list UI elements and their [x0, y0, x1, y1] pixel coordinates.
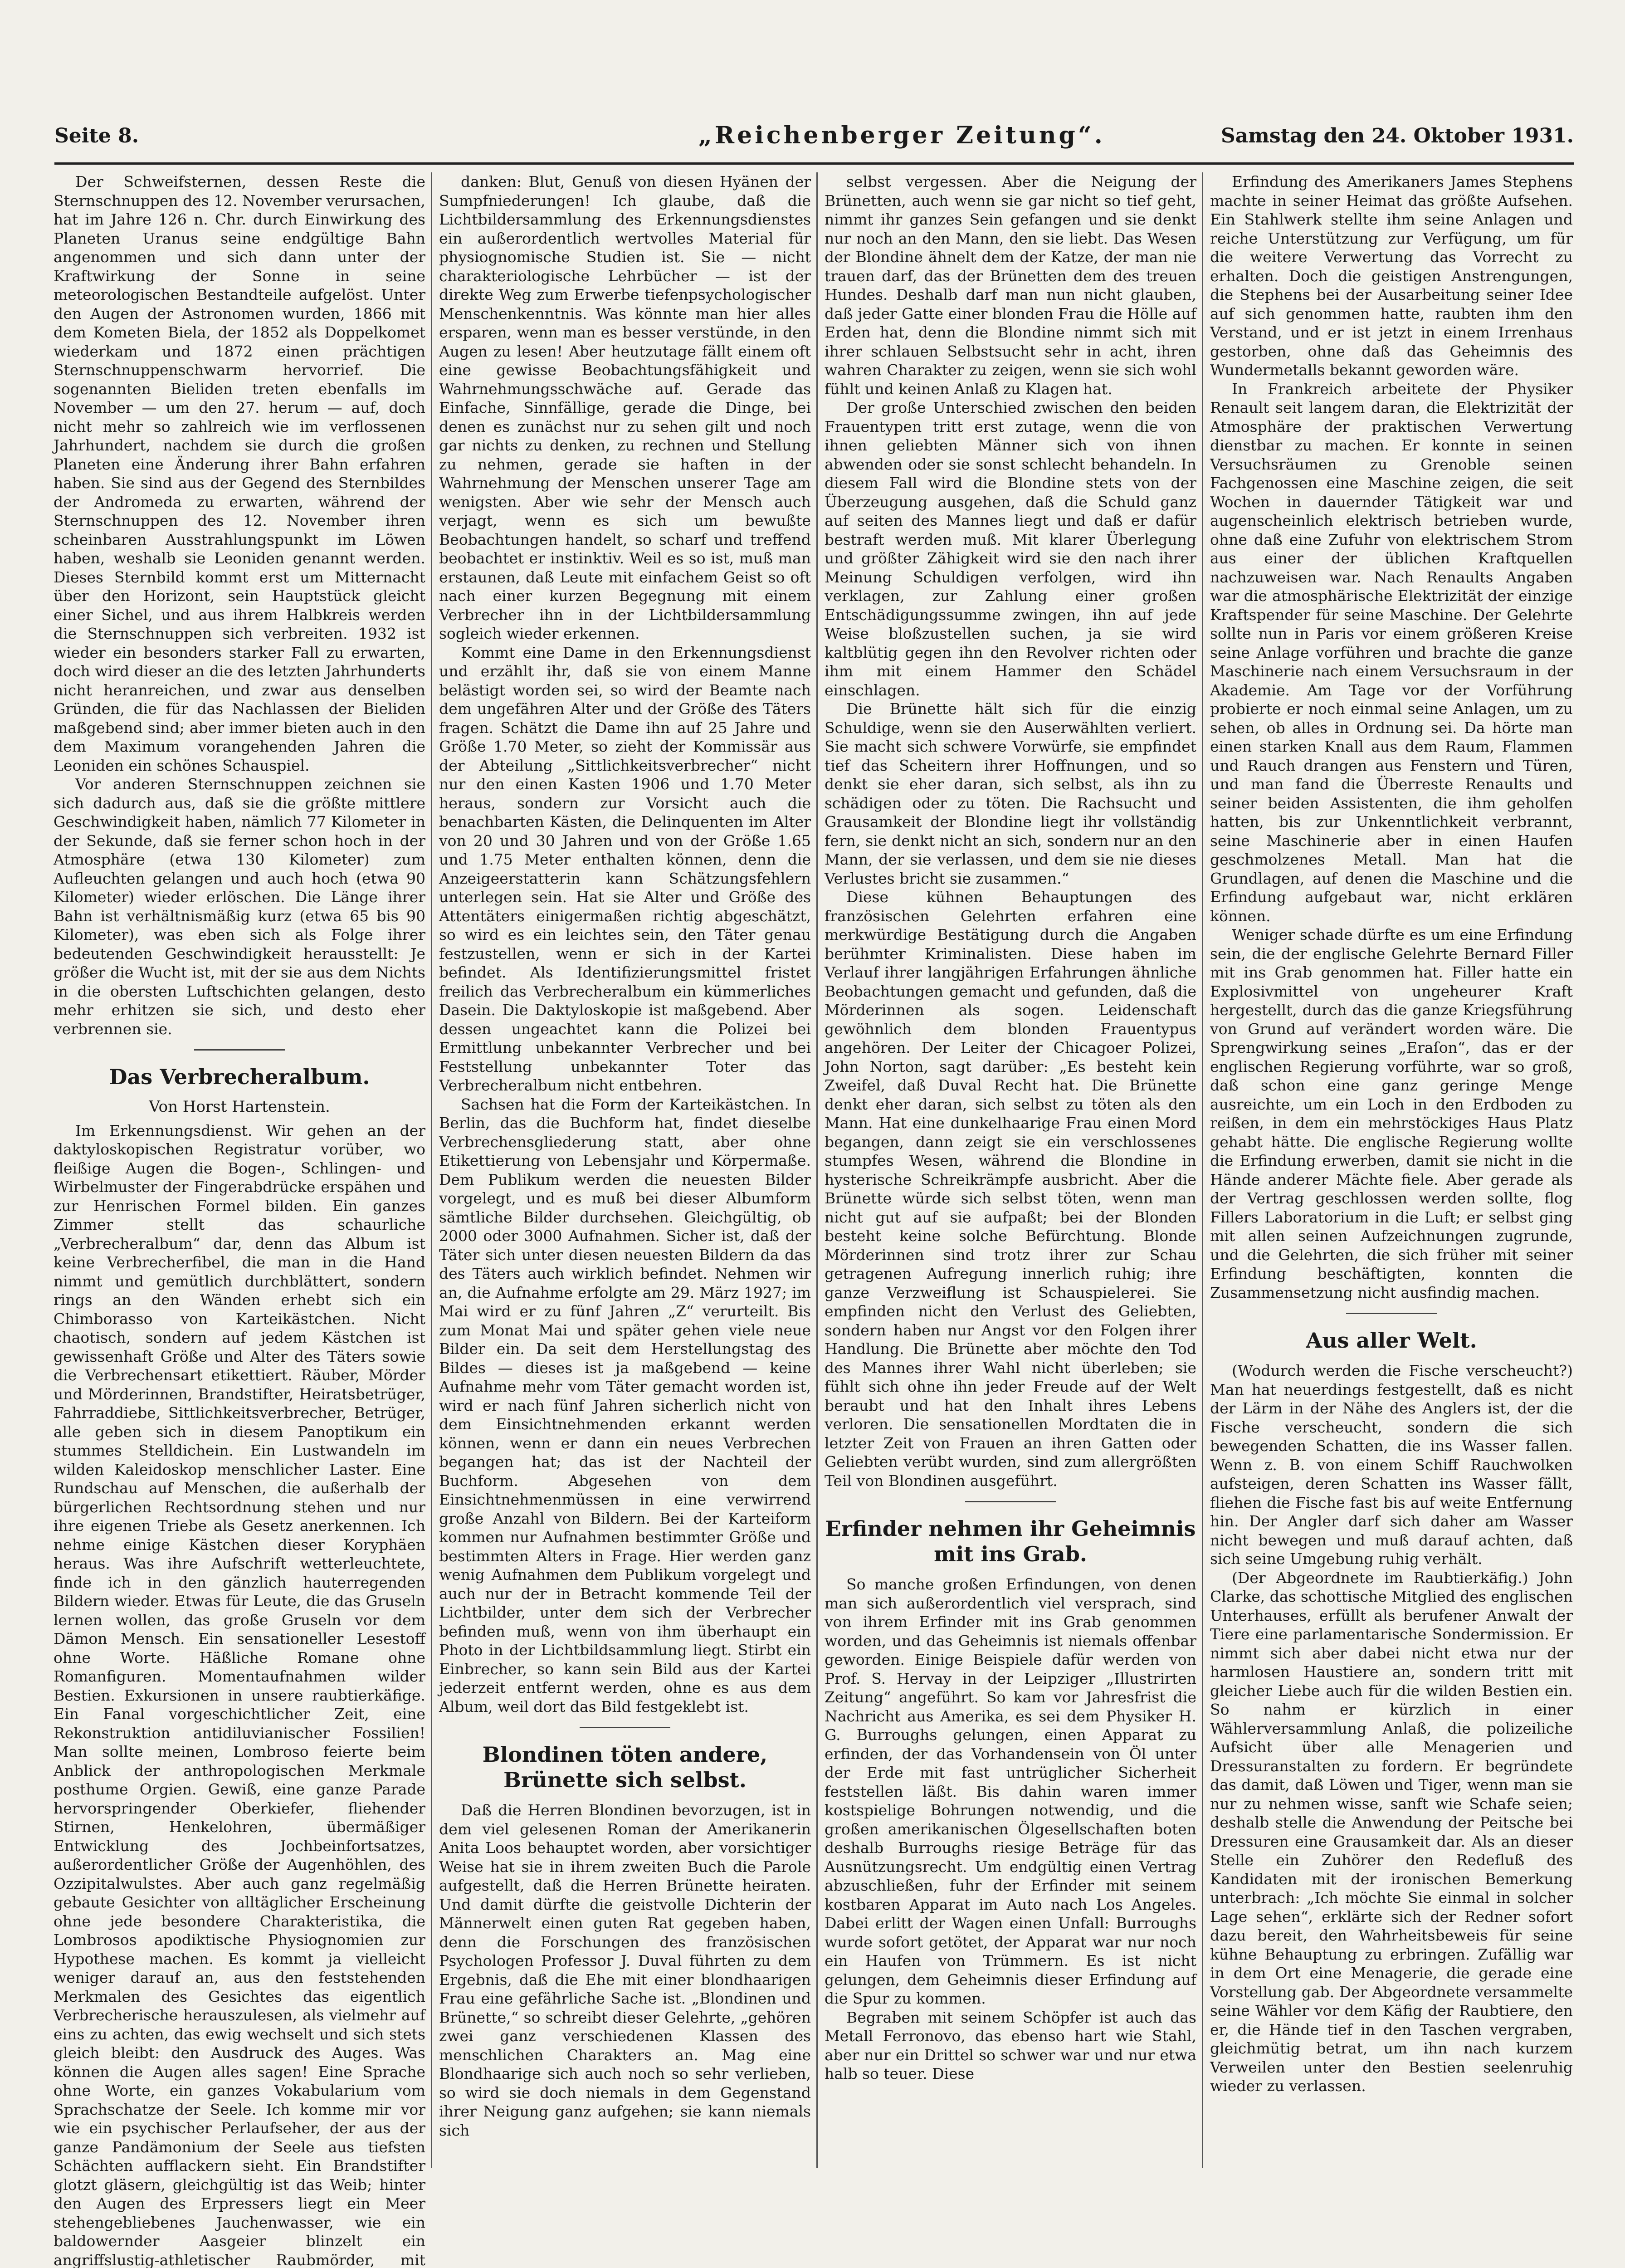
article-paragraph: Vor anderen Sternschnuppen zeichnen sie sich dadurch aus, daß sie die größte mittlere Geschwindigkeit haben, nämlich 77 Kilometer in der Sekunde, daß sie ferner schon hoch in der Atmosphäre (etwa 130 Kilometer) zum Aufleuchten gelangen und auch hoch (etwa 90 Kilometer) wieder erlöschen. Die Länge ihrer Bahn ist verhältnismäßig kurz (etwa 65 bis 90 Kilometer), was eben sich als Folge ihrer bedeutenden Geschwindigkeit herausstellt: Je größer die Wucht ist, mit der sie aus dem Nichts in die obersten Luftschichten gelangen, desto mehr erhitzen sie sich, und desto eher verbrennen sie.: [54, 775, 425, 1038]
page-header: [54, 122, 1574, 153]
article-headline: Erfinder nehmen ihr Geheimnis mit ins Grab.: [825, 1516, 1196, 1567]
article-paragraph: danken: Blut, Genuß von diesen Hyänen der Sumpfniederungen! Ich glaube, daß die Lichtbildersammlung des Erkennungsdienstes ein außerordentlich wertvolles Material für physiognomische Studien ist. Sie — nicht charakteriologische Lehrbücher — ist der direkte Weg zum Erwerbe tiefenpsychologischer Menschenkenntnis. Was könnte man hier alles ersparen, wenn man es besser verstünde, in den Augen zu lesen! Aber heutzutage fällt einem oft eine gewisse Beobachtungsfähigkeit und Wahrnehmungsschwäche auf. Gerade das Einfache, Sinnfällige, gerade die Dinge, bei denen es zunächst nur zu sehen gilt und noch gar nichts zu denken, zu rechnen und Stellung zu nehmen, gerade sie haften in der Wahrnehmung der Menschen unserer Tage am wenigsten. Aber wie sehr der Mensch auch verjagt, wenn es sich um bewußte Beobachtungen handelt, so scharf und treffend beobachtet er instinktiv. Weil es so ist, muß man erstaunen, daß Leute mit einfachem Geist so oft nach einer kurzen Begegnung mit einem Verbrecher ihn in der Lichtbildersammlung sogleich wieder erkennen.: [439, 172, 811, 643]
header-rule: [54, 162, 1574, 165]
page-number: Seite 8.: [54, 124, 139, 147]
article-separator: [580, 1727, 670, 1728]
article-paragraph: Sachsen hat die Form der Karteikästchen. In Berlin, das die Buchform hat, findet dieselbe Verbrechensgliederung statt, aber ohne Etikettierung von Lebensjahr und Körpermaße. Dem Publikum werden die neuesten Bilder vorgelegt, und es muß bei dieser Albumform sämtliche Bilder durchsehen. Gleichgültig, ob 2000 oder 3000 Aufnahmen. Sicher ist, daß der Täter sich unter diesen neuesten Bildern da das des Täters auch wirklich befindet. Nehmen wir an, die Aufnahme erfolgte am 29. März 1927; im Mai wird er zu fünf Jahren „Z“ verurteilt. Bis zum Monat Mai und später gehen viele neue Bilder ein. Da seit dem Herstellungstag des Bildes — dieses ist ja maßgebend — keine Aufnahme mehr vom Täter gemacht worden ist, wird er nach fünf Jahren sicherlich nicht von dem Einsichtnehmenden erkannt werden können, wenn er dann ein neues Verbrechen begangen hat; das ist der Nachteil der Buchform. Abgesehen von dem Einsichtnehmenmüssen in eine verwirrend große Anzahl von Bildern. Bei der Karteiform kommen nur Aufnahmen bestimmter Größe und bestimmten Alters in Frage. Hier werden ganz wenig Aufnahmen dem Publikum vorgelegt und auch nur der in Betracht kommende Teil der Lichtbilder, unter dem sich der Verbrecher befinden muß, wenn von ihm überhaupt ein Photo in der Lichtbildsammlung liegt. Stirbt ein Einbrecher, so kann sein Bild aus der Kartei jederzeit entfernt werden, ohne es aus dem Album, weil dort das Bild festgeklebt ist.: [439, 1095, 811, 1716]
article-paragraph: Kommt eine Dame in den Erkennungsdienst und erzählt ihr, daß sie von einem Manne belästigt worden sei, so wird der Beamte nach dem ungefähren Alter und der Größe des Täters fragen. Schätzt die Dame ihn auf 25 Jahre und Größe 1.70 Meter, so zieht der Kommissär aus der Abteilung „Sittlichkeitsverbrecher“ nicht nur den einen Kasten 1906 und 1.70 Meter heraus, sondern zur Vorsicht auch die benachbarten Kästen, die Delinquenten im Alter von 20 und 30 Jahren und von der Größe 1.65 und 1.75 Meter enthalten können, denn die Anzeigeerstatterin kann Schätzungsfehlern unterlegen sein. Hat sie Alter und Größe des Attentäters einigermaßen richtig abgeschätzt, so wird es ein leichtes sein, den Täter genau festzustellen, wenn er sich in der Kartei befindet. Als Identifizierungsmittel fristet freilich das Verbrecheralbum ein kümmerliches Dasein. Die Daktyloskopie ist maßgebend. Aber dessen ungeachtet kann die Polizei bei Ermittlung unbekannter Verbrecher und bei Feststellung unbekannter Toter das Verbrecheralbum nicht entbehren.: [439, 643, 811, 1095]
article-headline: Blondinen töten andere, Brünette sich selbst.: [439, 1742, 811, 1793]
article-separator: [1346, 1313, 1437, 1314]
article-paragraph: Daß die Herren Blondinen bevorzugen, ist in dem viel gelesenen Roman der Amerikanerin Anita Loos behauptet worden, aber vorsichtiger Weise hat sie in ihrem zweiten Buch die Parole aufgestellt, daß die Herren Brünette heiraten. Und damit dürfte die geistvolle Dichterin der Männerwelt einen guten Rat gegeben haben, denn die Forschungen des französischen Psychologen Professor J. Duval führten zu dem Ergebnis, daß die Ehe mit einer blondhaarigen Frau eine gefährliche Sache ist. „Blondinen und Brünette,“ so schreibt dieser Gelehrte, „gehören zwei ganz verschiedenen Klassen des menschlichen Charakters an. Mag eine Blondhaarige sich auch noch so sehr verlieben, so wird sie doch niemals in dem Gegenstand ihrer Neigung ganz aufgehen; sie kann niemals sich: [439, 1801, 811, 2140]
column-rule: [816, 172, 818, 2168]
article-paragraph: Weniger schade dürfte es um eine Erfindung sein, die der englische Gelehrte Bernard Filler mit ins Grab genommen hat. Filler hatte ein Explosivmittel von ungeheurer Kraft hergestellt, durch das die ganze Kriegsführung von Grund auf verändert worden wäre. Die Sprengwirkung seines „Eraſon“, das er der englischen Regierung vorführte, war so groß, daß schon eine ganz geringe Menge ausreichte, um ein Loch in den Erdboden zu reißen, in dem ein mehrstöckiges Haus Platz gehabt hätte. Die englische Regierung wollte die Erfindung erwerben, damit sie nicht in die Hände anderer Mächte fiele. Aber gerade als der Vertrag geschlossen werden sollte, flog Fillers Laboratorium in die Luft; er selbst ging mit allen seinen Aufzeichnungen zugrunde, und die Gelehrten, die sich früher mit seiner Erfindung beschäftigten, konnten die Zusammensetzung nicht ausfindig machen.: [1210, 925, 1573, 1302]
article-paragraph: (Wodurch werden die Fische verscheucht?) Man hat neuerdings festgestellt, daß es nicht der Lärm in der Nähe des Anglers ist, der die Fische verscheucht, sondern die sich bewegenden Schatten, die ins Wasser fallen. Wenn z. B. von einem Schiff Rauchwolken aufsteigen, deren Schatten ins Wasser fällt, fliehen die Fische fast bis auf weite Entfernung hin. Der Angler darf sich daher am Wasser nicht bewegen und muß darauf achten, daß sich seine Umgebung ruhig verhält.: [1210, 1361, 1573, 1569]
column-rule: [431, 172, 432, 2168]
article-paragraph: (Der Abgeordnete im Raubtierkäfig.) John Clarke, das schottische Mitglied des englischen Unterhauses, erfüllt als berufener Anwalt der Tiere eine parlamentarische Sondermission. Er nimmt sich aber dabei nicht etwa nur der harmlosen Haustiere an, sondern tritt mit gleicher Liebe auch für die wilden Bestien ein. So nahm er kürzlich in einer Wählerversammlung Anlaß, die polizeiliche Aufsicht über alle Menagerien und Dressuranstalten zu fordern. Er begründete das damit, daß Löwen und Tiger, wenn man sie nur zu nehmen wisse, sanft wie Schafe seien; deshalb stelle die Anwendung der Peitsche bei Dressuren eine Grausamkeit dar. Als an dieser Stelle ein Zuhörer den Redefluß des Kandidaten mit der ironischen Bemerkung unterbrach: „Ich möchte Sie einmal in solcher Lage sehen“, erklärte sich der Redner sofort dazu bereit, den Wahrheitsbeweis für seine kühne Behauptung zu erbringen. Zufällig war in dem Ort eine Menagerie, die gerade eine Vorstellung gab. Der Abgeordnete versammelte seine Wähler vor dem Käfig der Raubtiere, den er, die Hände tief in den Taschen vergraben, gleichmütig betrat, um ihn nach kurzem Verweilen unter den Bestien seelenruhig wieder zu verlassen.: [1210, 1569, 1573, 2096]
article-byline: Von Horst Hartenstein.: [54, 1098, 425, 1117]
article-paragraph: Im Erkennungsdienst. Wir gehen an der daktyloskopischen Registratur vorüber, wo fleißige Augen die Bogen-, Schlingen- und Wirbelmuster der Fingerabdrücke erspähen und zur Henrischen Formel bilden. Ein ganzes Zimmer stellt das schaurliche „Verbrecheralbum“ dar, denn das Album ist keine Verbrecherfibel, die man in die Hand nimmt und gemütlich durchblättert, sondern rings an den Wänden erhebt sich ein Chimborasso von Karteikästchen. Nicht chaotisch, sondern auf jedem Kästchen ist gewissenhaft Größe und Alter des Täters sowie die Verbrechensart etikettiert. Räuber, Mörder und Mörderinnen, Brandstifter, Heiratsbetrüger, Fahrraddiebe, Sittlichkeitsverbrecher, Betrüger, alle geben sich in diesem Panoptikum ein stummes Stelldichein. Ein Lustwandeln im wilden Kaleidoskop menschlicher Laster. Eine Rundschau auf Menschen, die außerhalb der bürgerlichen Rechtsordnung stehen und nur ihre eigenen Triebe als Gesetz anerkennen. Ich nehme einige Kästchen dieser Koryphäen heraus. Was ihre Aufschrift wetterleuchtete, finde ich in den gänzlich hauterregenden Bildern wieder. Etwas für Leute, die das Gruseln lernen wollen, das große Gruseln vor dem Dämon Mensch. Ein sensationeller Lesestoff ohne Worte. Häßliche Romane ohne Romanfiguren. Momentaufnahmen wilder Bestien. Exkursionen in unsere raubtierkäfige. Ein Fanal vorgeschichtlicher Zeit, eine Rekonstruktion antidiluvianischer Fossilien! Man sollte meinen, Lombroso feierte beim Anblick der anthropologischen Merkmale posthume Orgien. Gewiß, eine ganze Parade hervorspringender Oberkiefer, fliehender Stirnen, Henkelohren, übermäßiger Entwicklung des Jochbeinfortsatzes, außerordentlicher Größe der Augenhöhlen, des Ozzipitalwulstes. Aber auch ganz regelmäßig gebaute Gesichter von alltäglicher Erscheinung ohne jede besondere Charakteristika, die Lombrosos apodiktische Physiognomien zur Hypothese machen. Es kommt ja vielleicht weniger darauf an, aus den feststehenden Merkmalen des Gesichtes das eigentlich Verbrecherische herauszulesen, als vielmehr auf eins zu achten, das ewig wechselt und sich stets gleich bleibt: den Ausdruck des Auges. Was können die Augen alles sagen! Eine Sprache ohne Worte, ein ganzes Vokabularium vom Sprachschatze der Seele. Ich komme mir vor wie ein psychischer Perlaufseher, der aus der ganze Pandämonium der Seele aus tiefsten Schächten aufflackern sieht. Ein Brandstifter glotzt gläsern, gleichgültig ist das Weib; hinter den Augen des Erpressers liegt ein Meer stehengebliebenes Jauchenwasser, wie ein baldowernder Aasgeier blinzelt ein angriffslustig-athletischer Raubmörder, mit: [54, 1121, 425, 2268]
article-paragraph: In Frankreich arbeitete der Physiker Renault seit langem daran, die Elektrizität der Atmosphäre der praktischen Verwertung dienstbar zu machen. Er konnte in seinen Versuchsräumen zu Grenoble seinen Fachgenossen eine Maschine zeigen, die seit Wochen in dauernder Tätigkeit war und augenscheinlich elektrisch betrieben wurde, ohne daß eine Zufuhr von elektrischem Strom aus einer der üblichen Kraftquellen nachzuweisen war. Nach Renaults Angaben war die atmosphärische Elektrizität der einzige Kraftspender für seine Maschine. Der Gelehrte sollte nun in Paris vor einem größeren Kreise seine Anlage vorführen und brachte die ganze Maschinerie nach einem Versuchsraum in der Akademie. Am Tage vor der Vorführung probierte er noch einmal seine Anlagen, um zu sehen, ob alles in Ordnung sei. Da hörte man einen starken Knall aus dem Raum, Flammen und Rauch drangen aus Fenstern und Türen, und man fand die Überreste Renaults und seiner beiden Assistenten, die ihm geholfen hatten, bis zur Unkenntlichkeit verbrannt, seine Maschinerie aber in einen Haufen geschmolzenes Metall. Man hat die Grundlagen, auf denen die Maschine und die Erfindung aufgebaut war, nicht erklären können.: [1210, 380, 1573, 926]
article-headline: Das Verbrecheralbum.: [54, 1064, 425, 1090]
article-headline: Aus aller Welt.: [1210, 1328, 1573, 1353]
column-3: [825, 172, 1196, 2168]
article-paragraph: Erfindung des Amerikaners James Stephens machte in seiner Heimat das größte Aufsehen. Ein Stahlwerk stellte ihm seine Anlagen und reiche Unterstützung zur Verfügung, um für die weitere Verwertung das Vorrecht zu erhalten. Doch die geistigen Anstrengungen, die Stephens bei der Ausarbeitung seiner Idee auf sich genommen hatte, raubten ihm den Verstand, und er ist jetzt in einem Irrenhaus gestorben, ohne daß das Geheimnis des Wundermetalls bekannt geworden wäre.: [1210, 172, 1573, 380]
article-paragraph: Diese kühnen Behauptungen des französischen Gelehrten erfahren eine merkwürdige Bestätigung durch die Angaben berühmter Kriminalisten. Diese haben im Verlauf ihrer langjährigen Erfahrungen ähnliche Beobachtungen gemacht und gefunden, daß die Mörderinnen als sogen. Leidenschaft gewöhnlich dem blonden Frauentypus angehören. Der Leiter der Chicagoer Polizei, John Norton, sagt darüber: „Es besteht kein Zweifel, daß Duval Recht hat. Die Brünette denkt eher daran, sich selbst zu töten als den Mann. Hat eine dunkelhaarige Frau einen Mord begangen, dann zeigt sie ein verschlossenes stumpfes Wesen, während die Blondine in hysterische Schreikrämpfe ausbricht. Aber die Brünette würde sich selbst töten, wenn man nicht gut auf sie aufpaßt; bei der Blonden besteht keine solche Befürchtung. Blonde Mörderinnen sind trotz ihrer zur Schau getragenen Aufregung innerlich ruhig; ihre ganze Verzweiflung ist Schauspielerei. Sie empfinden nicht den Verlust des Geliebten, sondern haben nur Angst vor den Folgen ihrer Handlung. Die Brünette aber möchte den Tod des Mannes ihrer Wahl nicht überleben; sie fühlt sich ohne ihn jeder Freude auf der Welt beraubt und hat den Inhalt ihres Lebens verloren. Die sensationellen Mordtaten die in letzter Zeit von Frauen an ihren Gatten oder Geliebten verübt wurden, sind zum allergrößten Teil von Blondinen ausgeführt.: [825, 888, 1196, 1490]
article-paragraph: selbst vergessen. Aber die Neigung der Brünetten, auch wenn sie gar nicht so tief geht, nimmt ihr ganzes Sein gefangen und sie denkt nur noch an den Mann, den sie liebt. Das Wesen der Blondine ähnelt dem der Katze, der man nie trauen darf, das der Brünetten dem des treuen Hundes. Deshalb darf man nun nicht glauben, daß jeder Gatte einer blonden Frau die Hölle auf Erden hat, denn die Blondine nimmt sich mit ihrer schlauen Selbstsucht sehr in acht, ihren wahren Charakter zu zeigen, wenn sie sich wohl fühlt und keinen Anlaß zu Klagen hat.: [825, 172, 1196, 398]
article-paragraph: So manche großen Erfindungen, von denen man sich außerordentlich viel versprach, sind von ihrem Erfinder mit ins Grab genommen worden, und das Geheimnis ist niemals offenbar geworden. Einige Beispiele dafür werden von Prof. S. Hervay in der Leipziger „Illustrirten Zeitung“ angeführt. So kam vor Jahresfrist die Nachricht aus Amerika, es sei dem Physiker H. G. Burroughs gelungen, einen Apparat zu erfinden, der das Vorhandensein von Öl unter der Erde mit fast untrüglicher Sicherheit feststellen läßt. Bis dahin waren immer kostspielige Bohrungen notwendig, und die großen amerikanischen Ölgesellschaften boten deshalb Burroughs riesige Beträge für das Ausnützungsrecht. Um endgültig einen Vertrag abzuschließen, fuhr der Erfinder mit seinem kostbaren Apparat im Auto nach Los Angeles. Dabei erlitt der Wagen einen Unfall: Burroughs wurde sofort getötet, der Apparat war nur noch ein Haufen von Trümmern. Es ist nicht gelungen, dem Geheimnis dieser Erfindung auf die Spur zu kommen.: [825, 1575, 1196, 2008]
issue-date: Samstag den 24. Oktober 1931.: [1221, 124, 1574, 147]
article-separator: [965, 1501, 1056, 1502]
column-4: [1210, 172, 1573, 2168]
article-paragraph: Begraben mit seinem Schöpfer ist auch das Metall Ferronovo, das ebenso hart wie Stahl, aber nur ein Drittel so schwer war und nur etwa halb so teuer. Diese: [825, 2008, 1196, 2083]
column-rule: [1202, 172, 1203, 2168]
column-1: [54, 172, 425, 2168]
article-paragraph: Der Schweifsternen, dessen Reste die Sternschnuppen des 12. November verursachen, hat im Jahre 126 n. Chr. durch Einwirkung des Planeten Uranus seine endgültige Bahn angenommen und sich dann unter der Kraftwirkung der Sonne in seine meteorologischen Bestandteile aufgelöst. Unter den Augen der Astronomen wurden, 1866 mit dem Kometen Biela, der 1852 als Doppelkomet wiederkam und 1872 einen prächtigen Sternschnuppenschwarm hervorrief. Die sogenannten Bieliden treten ebenfalls im November — um den 27. herum — auf, doch nicht mehr so zahlreich wie im verflossenen Jahrhundert, nachdem sie durch die großen Planeten eine Änderung ihrer Bahn erfahren haben. Sie sind aus der Gegend des Sternbildes der Andromeda zu erwarten, während der Sternschnuppen des 12. November ihren scheinbaren Ausstrahlungspunkt im Löwen haben, weshalb sie Leoniden genannt werden. Dieses Sternbild kommt erst um Mitternacht über den Horizont, sein Hauptstück gleicht einer Sichel, und aus ihrem Halbkreis werden die Sternschnuppen sich verbreiten. 1932 ist wieder ein besonders starker Fall zu erwarten, doch wird dieser an die des letzten Jahrhunderts nicht heranreichen, und zwar aus denselben Gründen, die für das Nachlassen der Bieliden maßgebend sind; aber immer bieten auch in den dem Maximum vorangehenden Jahren die Leoniden ein schönes Schauspiel.: [54, 172, 425, 775]
newspaper-title: „Reichenberger Zeitung“.: [698, 122, 1105, 149]
article-separator: [194, 1049, 285, 1051]
article-paragraph: Die Brünette hält sich für die einzig Schuldige, wenn sie den Auserwählten verliert. Sie macht sich schwere Vorwürfe, sie empfindet tief das Scheitern ihrer Hoffnungen, und so denkt sie eher daran, sich selbst, als ihn zu schädigen oder zu töten. Die Rachsucht und Grausamkeit der Blondine liegt ihr vollständig fern, sie denkt nicht an sich, sondern nur an den Mann, der sie verlassen, und dem sie nie dieses Verlustes bricht sie zusammen.“: [825, 699, 1196, 888]
column-2: [439, 172, 811, 2168]
article-paragraph: Der große Unterschied zwischen den beiden Frauentypen tritt erst zutage, wenn die von ihnen geliebten Männer sich von ihnen abwenden oder sie sonst schlecht behandeln. In diesem Fall wird die Blondine stets von der Überzeugung ausgehen, daß die Schuld ganz auf seiten des Mannes liegt und daß er dafür bestraft werden muß. Mit klarer Überlegung und größter Zähigkeit wird sie den nach ihrer Meinung Schuldigen verfolgen, wird ihn verklagen, zur Zahlung einer großen Entschädigungssumme zwingen, ihn auf jede Weise bloßzustellen suchen, ja sie wird kaltblütig gegen ihn den Revolver richten oder ihm mit einem Hammer den Schädel einschlagen.: [825, 398, 1196, 699]
